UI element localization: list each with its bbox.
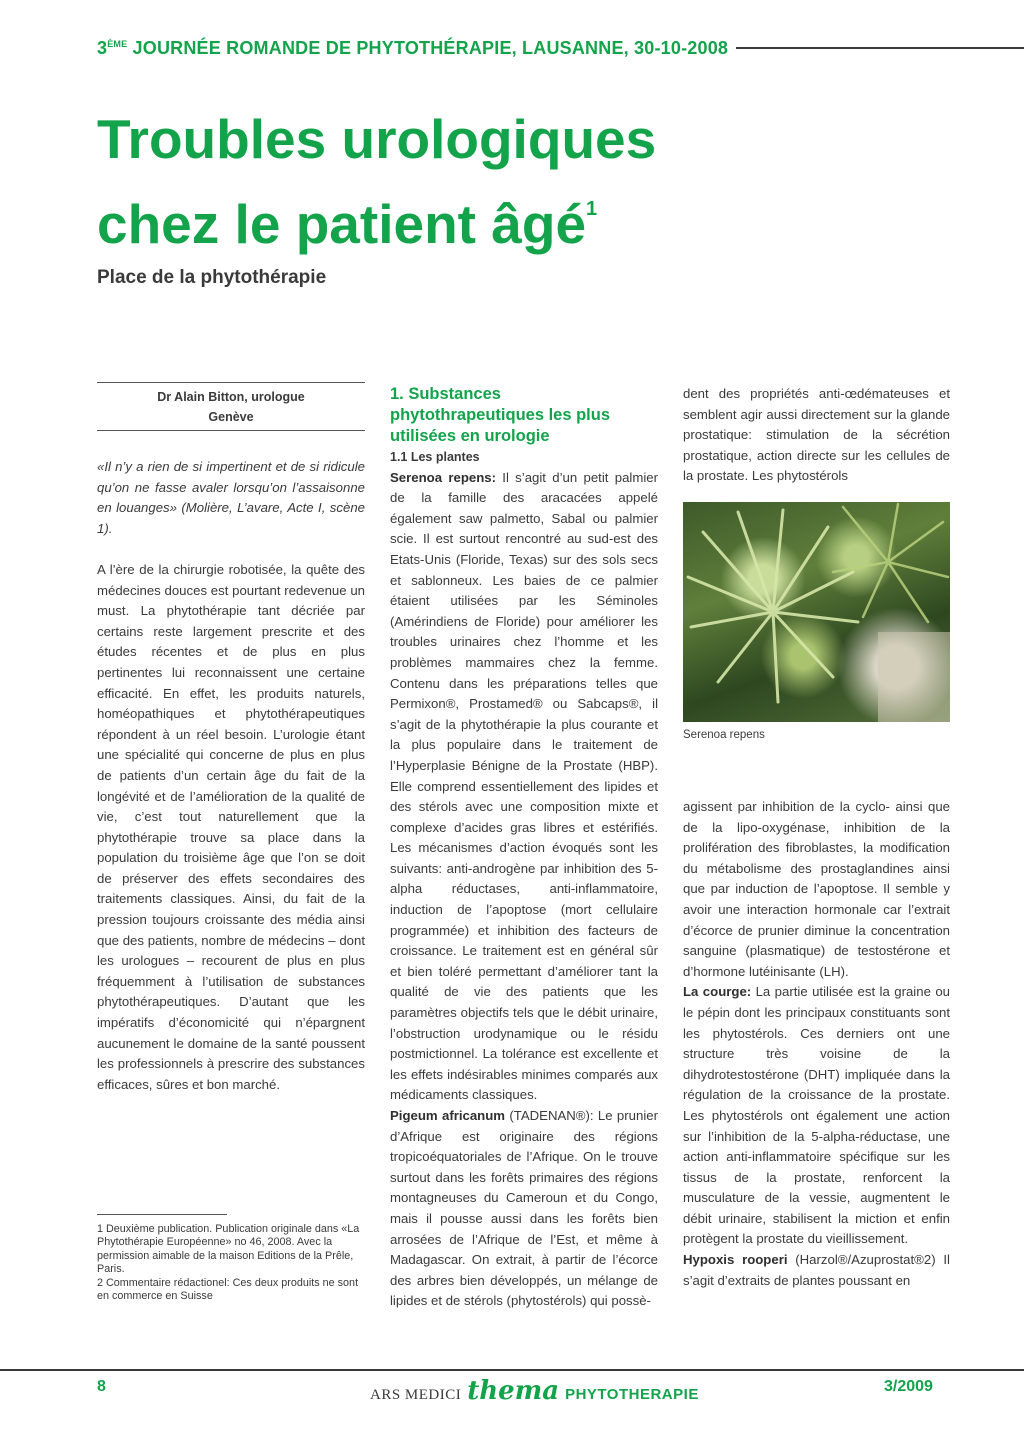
footnote-1: 1 Deuxième publication. Publication originale dans «La Phytothérapie Européenne» no 46, 2008. Avec la permission aimable de la maison Editions de la Prêle, Paris.: [97, 1223, 360, 1276]
serenoa-photo: [683, 502, 950, 722]
footnote-rule: [97, 1214, 227, 1215]
title-line-1: Troubles urologiques: [97, 108, 657, 170]
column-3-bottom: [683, 797, 950, 1291]
column-1: [97, 382, 365, 1095]
author-name: Dr Alain Bitton, urologue: [157, 390, 305, 404]
footer-brand: [370, 1376, 699, 1406]
column-3-top: [683, 384, 950, 487]
author-city: Genève: [208, 410, 254, 424]
photo-caption: Serenoa repens: [683, 729, 765, 741]
paragraph-serenoa: Serenoa repens: Il s’agit d’un petit palmier de la famille des aracacées appelé également saw palmetto, Sabal ou palmier scie. Il est surtout rencontré au sud-est des Etats-Unis (Floride, Texas) sur des sols secs et sablonneux. Les baies de ce palmier étaient utilisées par les Séminoles (Amérindiens de Floride) pour améliorer les troubles urinaires chez l’homme et les problèmes mammaires chez la femme. Contenu dans les préparations telles que Permixon®, Prostamed® ou Sabcaps®, il s’agit de la phytothérapie la plus courante et la plus populaire dans le traitement de l’Hyperplasie Bénigne de la Prostate (HBP). Elle comprend essentiellement des lipides et des stérols avec une composition mixte et complexe d’acides gras libres et estérifiés. Les mécanismes d’action évoqués sont les suivants: anti-androgène par inhibition des 5-alpha réductases, anti-inflammatoire, induction de l’apoptose (mort cellulaire programmée) et inhibition des facteurs de croissance. Le traitement est en général sûr et bien toléré permettant d’améliorer tant la qualité de vie des patients que les paramètres objectifs tels que le débit urinaire, l’obstruction urodynamique ou le résidu postmictionnel. La tolérance est excellente et les effets indésirables minimes comparés aux médicaments classiques.: [390, 469, 658, 1103]
title-line-2: chez le patient âgé: [97, 193, 587, 255]
issue-number: 3/2009: [884, 1378, 933, 1395]
brand-thema: thema: [467, 1376, 560, 1406]
footnote-2: 2 Commentaire rédactionel: Ces deux produits ne sont en commerce en Suisse: [97, 1276, 359, 1303]
title-footnote-mark: 1: [586, 198, 598, 220]
article-subtitle: Place de la phytothérapie: [97, 267, 327, 288]
article-title: [97, 104, 957, 259]
epigraph-quote: «Il n’y a rien de si impertinent et de si ridicule qu’on ne fasse avaler lorsqu’on l’assaisonne en louanges» (Molière, L’avare, Acte I, scène 1).: [97, 459, 365, 536]
term-hypoxis: Hypoxis rooperi: [683, 1252, 788, 1268]
term-courge: La courge:: [683, 984, 752, 1000]
intro-paragraph: A l’ère de la chirurgie robotisée, la quête des médecines douces est pourtant redevenue un must. La phytothérapie tant décriée par certains reste largement prescrite et des études récentes et de plus en plus pertinentes lui reconnaissent une certaine efficacité. En effet, les produits naturels, homéopathiques et phytothérapeutiques répondent à un réel besoin. L’urologie étant une spécialité qui concerne de plus en plus de patients d’un certain âge du fait de la longévité et de l’amélioration de la qualité de vie, c’est tout naturellement que la phytothérapie trouve sa place dans la population du troisième âge que l’on se doit de préserver des effets secondaires des traitements classiques. Ainsi, du fait de la pression toujours croissante des média ainsi que des patients, nombre de médecins – dont les urologues – recourent de plus en plus fréquemment à l’utilisation de substances phytothérapeutiques. D’autant que les impératifs d’économicité qui n’épargnent aucunement le domaine de la santé poussent les professionnels à prescrire des substances efficaces, sûres et bon marché.: [97, 561, 365, 1092]
running-header: [97, 36, 1024, 60]
footnotes: [97, 1214, 365, 1303]
paragraph-pigeum: Pigeum africanum (TADENAN®): Le prunier d’Afrique est originaire des régions tropicoéquatoriales de l’Afrique. On le trouve surtout dans les forêts primaires des régions montagneuses du Cameroun et du Congo, mais il pousse aussi dans les forêts bien arrosées de l’Afrique de l’Est, et même à Madagascar. On extrait, à partir de l’écorce des arbres bien développés, un mélange de lipides et de stérols (phytostérols) qui possè-: [390, 1108, 658, 1309]
paragraph-hypoxis: Hypoxis rooperi (Harzol®/Azuprostat®2) Il s’agit d’extraits de plantes poussant en: [683, 1252, 950, 1288]
palm-leaves-illustration: [683, 502, 950, 722]
page-number: 8: [97, 1378, 106, 1395]
paragraph-continued: dent des propriétés anti-œdémateuses et semblent agir aussi directement sur la glande prostatique: stimulation de la sécrétion prostatique, action directe sur les cellules de la prostate. Les phytostérols: [683, 386, 950, 484]
brand-ars-medici: ARS MEDICI: [370, 1387, 462, 1403]
term-serenoa: Serenoa repens:: [390, 469, 496, 485]
footer-rule: [0, 1369, 1024, 1371]
column-2: [390, 384, 658, 1312]
paragraph-mechanism: agissent par inhibition de la cyclo- ainsi que de la lipo-oxygénase, inhibition de la prolifération des fibroblastes, la modification du métabolisme des prostaglandines ainsi que par induction de l’apoptose. Il semble y avoir une interaction hormonale car l’extrait d’écorce de prunier diminue la concentration sanguine (plasmatique) de testostérone et d’hormone lutéinisante (LH).: [683, 799, 950, 979]
header-rule: [736, 47, 1024, 49]
running-header-text: 3ÈME JOURNÉE ROMANDE DE PHYTOTHÉRAPIE, LAUSANNE, 30-10-2008: [97, 37, 729, 58]
author-box: [97, 382, 365, 431]
footer-section-name: PHYTOTHERAPIE: [565, 1386, 699, 1403]
subsection-heading: 1.1 Les plantes: [390, 450, 480, 464]
paragraph-courge: La courge: La partie utilisée est la graine ou le pépin dont les principaux constituants sont les phytostérols. Ces derniers ont une structure très voisine de la dihydrotestostérone (DHT) impliquée dans la régulation de la croissance de la prostate. Les phytostérols ont également une action sur l’inhibition de la 5-alpha-réductase, une action anti-inflammatoire spécifique sur les tissus de la prostate, renforcent la musculature de la vessie, augmentent le débit urinaire, stabilisent la miction et enfin protègent la prostate du vieillissement.: [683, 984, 950, 1247]
section-heading: 1. Substances phytothrapeutiques les plus utilisées en urologie: [390, 385, 611, 445]
term-pigeum: Pigeum africanum: [390, 1108, 506, 1123]
